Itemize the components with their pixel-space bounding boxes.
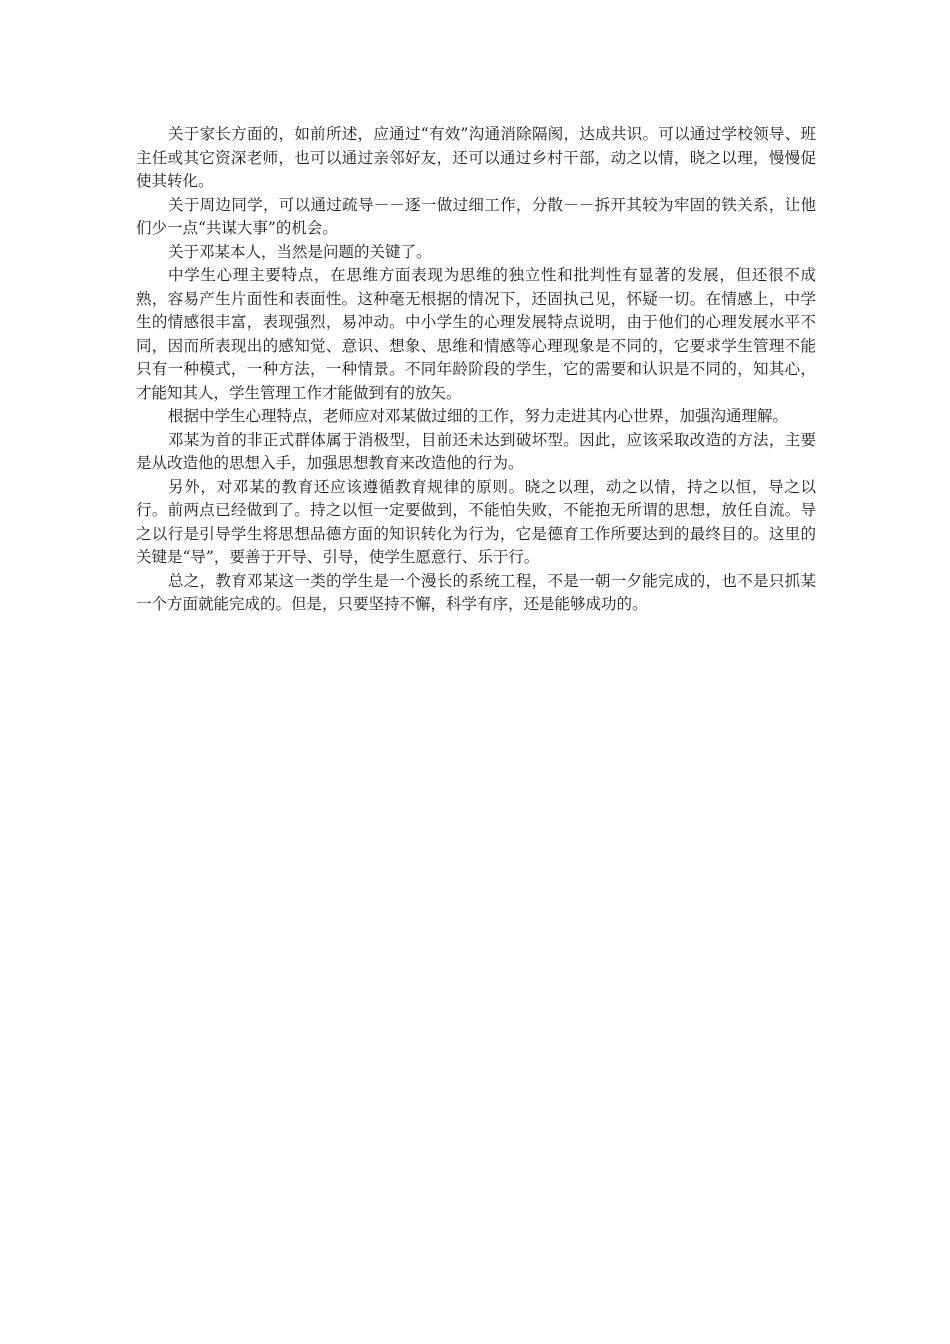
paragraph-parents: 关于家长方面的，如前所述，应通过“有效”沟通消除隔阂，达成共识。可以通过学校领导、班主任或其它资深老师，也可以通过亲邻好友，还可以通过乡村干部，动之以情，晓之以理，慢慢促使其转化。 (136, 125, 816, 190)
document-body (136, 123, 816, 617)
paragraph-conclusion: 总之，教育邓某这一类的学生是一个漫长的系统工程，不是一朝一夕能完成的，也不是只抓某一个方面就能完成的。但是，只要坚持不懈，科学有序，还是能够成功的。 (136, 571, 816, 613)
paragraph-classmates: 关于周边同学，可以通过疏导－－逐一做过细工作，分散－－拆开其较为牢固的铁关系，让他们少一点“共谋大事”的机会。 (136, 195, 816, 237)
paragraph-psychology: 中学生心理主要特点，在思维方面表现为思维的独立性和批判性有显著的发展，但还很不成熟，容易产生片面性和表面性。这种毫无根据的情况下，还固执己见，怀疑一切。在情感上，中学生的情感很丰富，表现强烈，易冲动。中小学生的心理发展特点说明，由于他们的心理发展水平不同，因而所表现出的感知觉、意识、想象、思维和情感等心理现象是不同的，它要求学生管理不能只有一种模式，一种方法，一种情景。不同年龄阶段的学生，它的需要和认识是不同的，知其心，才能知其人，学生管理工作才能做到有的放矢。 (136, 266, 816, 402)
paragraph-education-principles: 另外，对邓某的教育还应该遵循教育规律的原则。晓之以理，动之以情，持之以恒，导之以行。前两点已经做到了。持之以恒一定要做到，不能怕失败，不能抱无所谓的思想，放任自流。导之以行是引导学生将思想品德方面的知识转化为行为，它是德育工作所要达到的最终目的。这里的关键是“导”，要善于开导、引导，使学生愿意行、乐于行。 (136, 477, 816, 566)
paragraph-student-himself: 关于邓某本人，当然是问题的关键了。 (168, 242, 432, 261)
paragraph-teacher-approach: 根据中学生心理特点，老师应对邓某做过细的工作，努力走进其内心世界，加强沟通理解。 (168, 407, 789, 425)
paragraph-group-type: 邓某为首的非正式群体属于消极型，目前还未达到破坏型。因此，应该采取改造的方法，主要是从改造他的思想入手，加强思想教育来改造他的行为。 (136, 430, 816, 472)
